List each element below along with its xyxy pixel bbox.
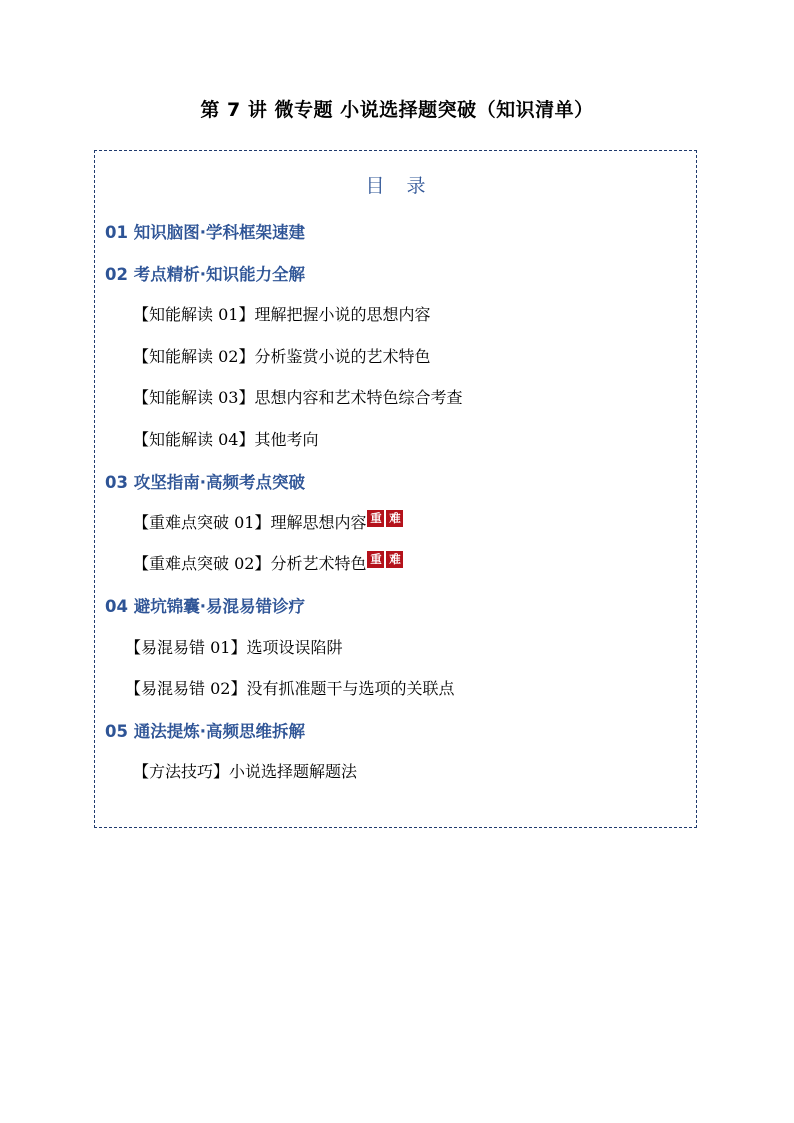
toc-entry-yihun-02[interactable]: 【易混易错 02】没有抓准题干与选项的关联点 — [125, 679, 455, 698]
toc-entry-zhineng-04[interactable]: 【知能解读 04】其他考向 — [133, 430, 319, 449]
toc-entry-zhongnan-01: 【重难点突破 01】理解思想内容 — [133, 513, 367, 532]
table-of-contents-box — [94, 150, 697, 828]
key-difficult-badges — [367, 510, 405, 529]
key-point-badge: 重 — [367, 510, 384, 527]
toc-section-05[interactable]: 05 通法提炼·高频思维拆解 — [105, 722, 305, 741]
toc-entry-zhineng-03[interactable]: 【知能解读 03】思想内容和艺术特色综合考查 — [133, 388, 463, 407]
toc-entry-zhongnan-02-row[interactable] — [133, 551, 405, 574]
toc-section-02[interactable]: 02 考点精析·知识能力全解 — [105, 265, 305, 284]
toc-entry-zhongnan-01-row[interactable] — [133, 510, 405, 533]
document-title: 第 7 讲 微专题 小说选择题突破（知识清单） — [200, 99, 594, 121]
toc-entry-method[interactable]: 【方法技巧】小说选择题解题法 — [133, 762, 358, 781]
toc-section-03[interactable]: 03 攻坚指南·高频考点突破 — [105, 473, 305, 492]
toc-entry-yihun-01[interactable]: 【易混易错 01】选项设误陷阱 — [125, 638, 343, 657]
toc-entry-zhongnan-02: 【重难点突破 02】分析艺术特色 — [133, 554, 367, 573]
difficult-point-badge: 难 — [386, 551, 403, 568]
difficult-point-badge: 难 — [386, 510, 403, 527]
toc-section-04[interactable]: 04 避坑锦囊·易混易错诊疗 — [105, 597, 305, 616]
toc-section-01[interactable]: 01 知识脑图·学科框架速建 — [105, 223, 305, 242]
key-difficult-badges — [367, 551, 405, 570]
toc-entry-zhineng-01[interactable]: 【知能解读 01】理解把握小说的思想内容 — [133, 305, 431, 324]
toc-heading: 目录 — [365, 175, 448, 197]
toc-entry-zhineng-02[interactable]: 【知能解读 02】分析鉴赏小说的艺术特色 — [133, 347, 431, 366]
key-point-badge: 重 — [367, 551, 384, 568]
